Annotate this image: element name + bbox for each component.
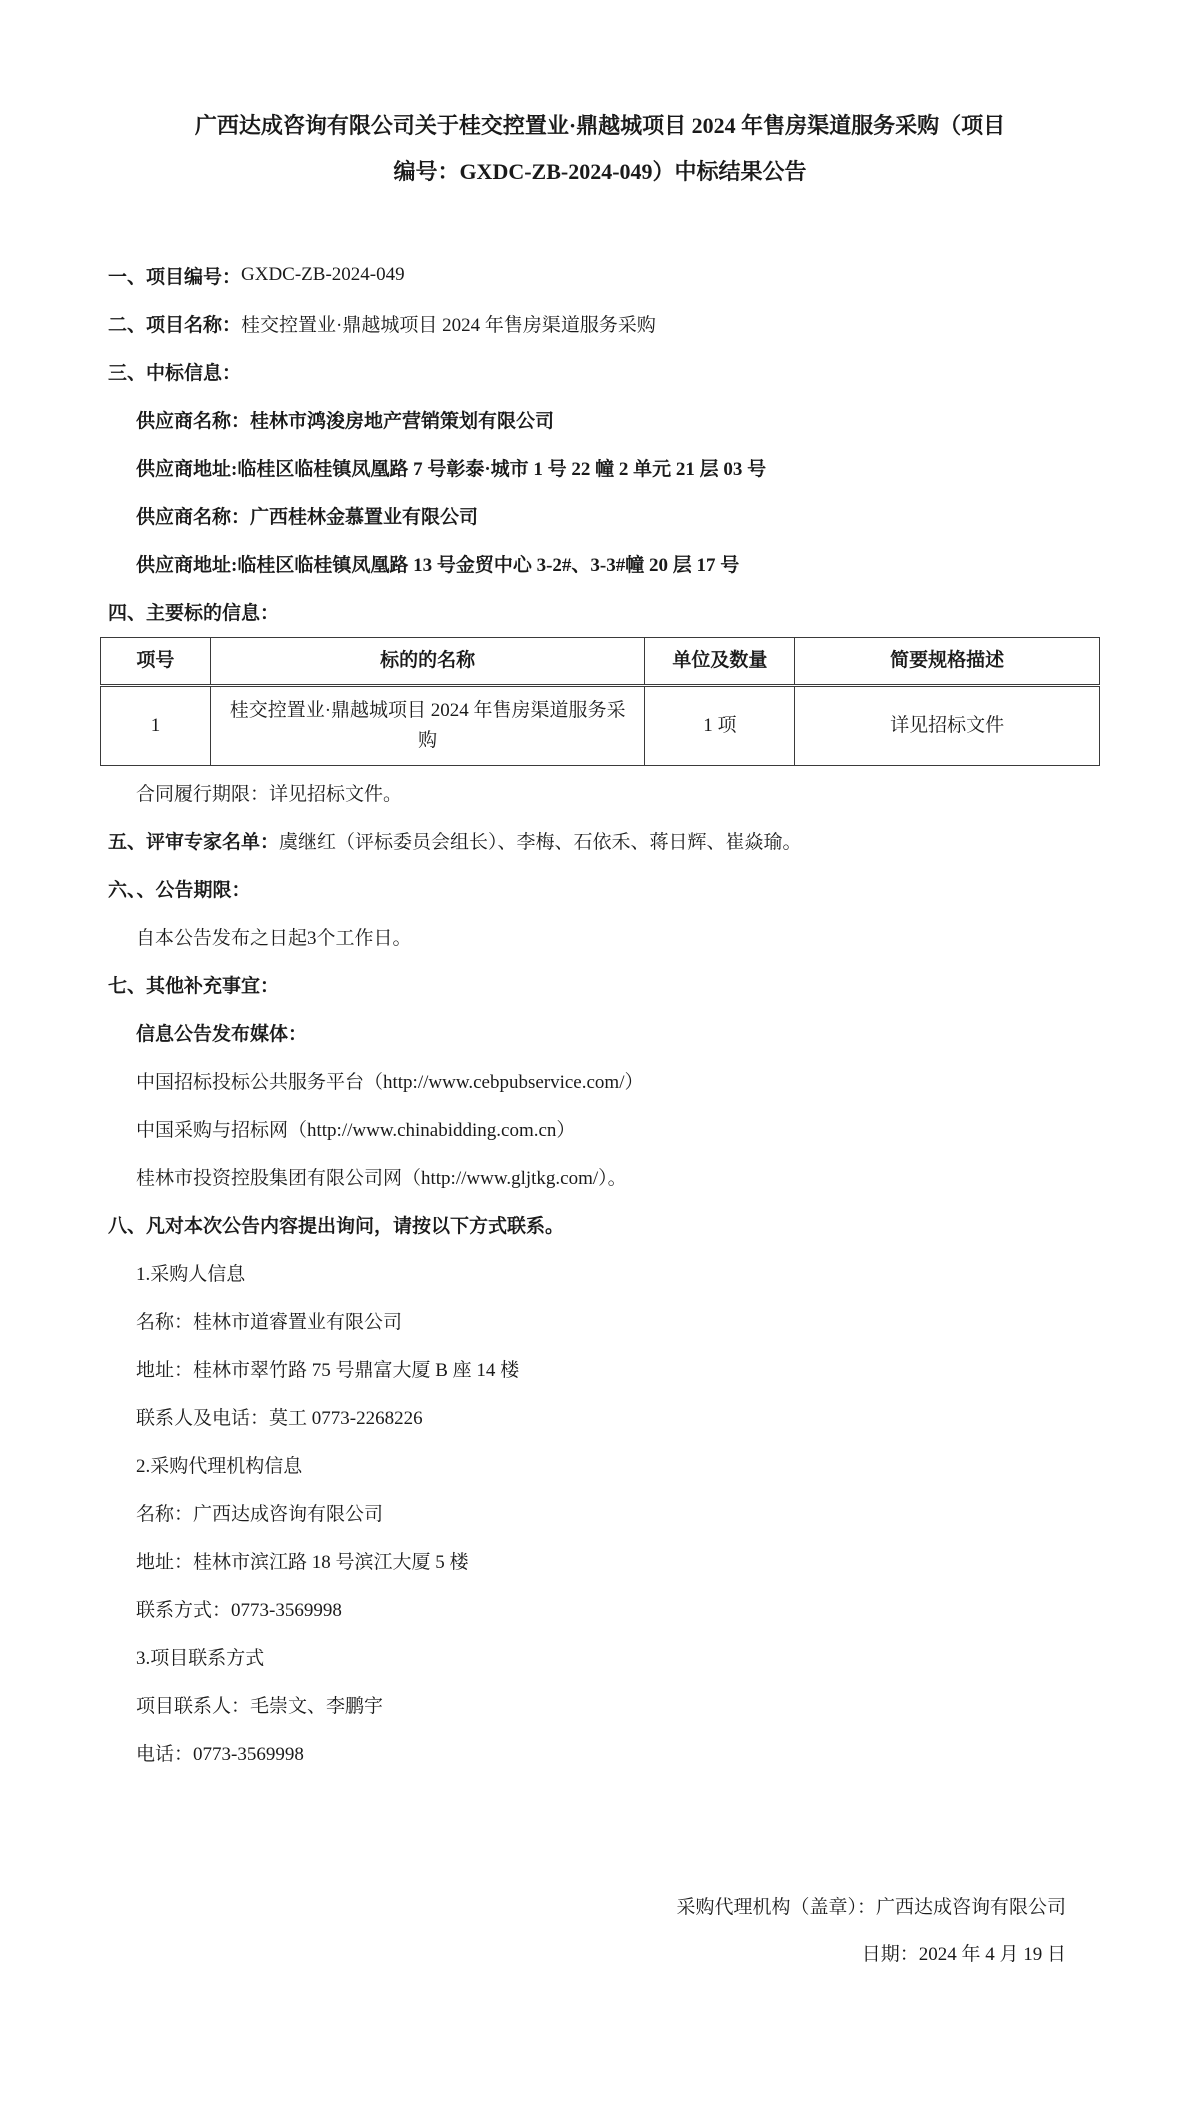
document-line	[108, 1488, 1100, 1536]
document-line	[108, 443, 1100, 491]
text-run: 七、其他补充事宜：	[108, 975, 280, 997]
table-cell: 桂交控置业·鼎越城项目 2024 年售房渠道服务采购	[210, 686, 645, 766]
document-line	[108, 1008, 1100, 1056]
text-run: 合同履行期限：详见招标文件。	[136, 783, 403, 805]
document-line	[108, 1296, 1100, 1344]
document-line	[108, 1392, 1100, 1440]
text-run: 五、评审专家名单：	[108, 831, 280, 853]
text-run: 项目联系人：毛崇文、李鹏宇	[136, 1695, 384, 1717]
text-run: 供应商地址:临桂区临桂镇凤凰路 7 号彰泰·城市 1 号 22 幢 2 单元 21 层 03 号	[136, 458, 767, 480]
text-run: 1.采购人信息	[136, 1263, 246, 1285]
table-cell: 1 项	[645, 686, 795, 766]
table-header-cell: 项号	[101, 638, 211, 686]
document-line	[108, 1104, 1100, 1152]
document-line	[108, 816, 1100, 864]
title-line-2: 编号：GXDC-ZB-2024-049）中标结果公告	[393, 159, 807, 184]
document-line	[108, 347, 1100, 395]
document-line	[108, 251, 1100, 299]
document-line	[108, 1248, 1100, 1296]
text-run: 地址：桂林市翠竹路 75 号鼎富大厦 B 座 14 楼	[136, 1359, 520, 1381]
table-header-row	[101, 638, 1100, 686]
section-lines-before-table	[108, 251, 1100, 635]
agency-signature-line: 采购代理机构（盖章）：广西达成咨询有限公司	[676, 1897, 1066, 1918]
text-run: 中国采购与招标网（http://www.chinabidding.com.cn）	[136, 1119, 576, 1141]
document-line	[108, 1152, 1100, 1200]
text-run: 桂林市投资控股集团有限公司网（http://www.gljtkg.com/）。	[136, 1167, 627, 1189]
text-run: 供应商地址:临桂区临桂镇凤凰路 13 号金贸中心 3-2#、3-3#幢 20 层 17 号	[136, 554, 740, 576]
text-run: 地址：桂林市滨江路 18 号滨江大厦 5 楼	[136, 1551, 469, 1573]
table-cell: 1	[101, 686, 211, 766]
table-header-cell: 标的的名称	[210, 638, 645, 686]
text-run: 三、中标信息：	[108, 362, 242, 384]
document-line	[108, 539, 1100, 587]
document-line	[108, 1680, 1100, 1728]
text-run: 供应商名称：广西桂林金慕置业有限公司	[136, 506, 479, 528]
subject-matter-table-body	[101, 686, 1100, 766]
text-run: 联系方式：0773-3569998	[136, 1599, 342, 1621]
section-lines-after-table	[108, 768, 1100, 1776]
title-line-1: 广西达成咨询有限公司关于桂交控置业·鼎越城项目 2024 年售房渠道服务采购（项目	[194, 113, 1006, 138]
table-cell: 详见招标文件	[795, 686, 1100, 766]
document-footer	[0, 1884, 1200, 1978]
document-line	[108, 1536, 1100, 1584]
document-title	[0, 0, 1200, 195]
document-line	[108, 864, 1100, 912]
document-line	[108, 1632, 1100, 1680]
text-run: 虞继红（评标委员会组长）、李梅、石依禾、蒋日辉、崔焱瑜。	[279, 831, 802, 853]
document-line	[108, 491, 1100, 539]
text-run: 3.项目联系方式	[136, 1647, 265, 1669]
document-line	[108, 1344, 1100, 1392]
text-run: 名称：桂林市道睿置业有限公司	[136, 1311, 403, 1333]
document-line	[108, 1584, 1100, 1632]
document-line	[108, 1728, 1100, 1776]
text-run: 2.采购代理机构信息	[136, 1455, 303, 1477]
document-body	[0, 251, 1200, 1776]
text-run: 名称：广西达成咨询有限公司	[136, 1503, 384, 1525]
document-line	[108, 1200, 1100, 1248]
document-line	[108, 395, 1100, 443]
text-run: 八、凡对本次公告内容提出询问，请按以下方式联系。	[108, 1215, 565, 1237]
text-run: 信息公告发布媒体：	[136, 1023, 308, 1045]
document-line	[108, 1440, 1100, 1488]
document-line	[108, 587, 1100, 635]
document-line	[108, 299, 1100, 347]
subject-matter-table	[100, 637, 1100, 766]
document-line	[108, 1056, 1100, 1104]
table-header-cell: 单位及数量	[645, 638, 795, 686]
date-line: 日期：2024 年 4 月 19 日	[861, 1944, 1066, 1965]
text-run: 联系人及电话：莫工 0773-2268226	[136, 1407, 423, 1429]
document-line	[108, 912, 1100, 960]
text-run: 自本公告发布之日起3个工作日。	[136, 927, 412, 949]
text-run: 中国招标投标公共服务平台（http://www.cebpubservice.com/）	[136, 1071, 644, 1093]
text-run: GXDC-ZB-2024-049	[241, 264, 405, 285]
text-run: 四、主要标的信息：	[108, 602, 280, 624]
table-row	[101, 686, 1100, 766]
text-run: 电话：0773-3569998	[136, 1743, 304, 1765]
text-run: 桂交控置业·鼎越城项目 2024 年售房渠道服务采购	[241, 314, 656, 336]
subject-matter-table-head	[101, 638, 1100, 686]
text-run: 六、、公告期限：	[108, 879, 251, 901]
text-run: 二、项目名称：	[108, 314, 242, 336]
document-line	[108, 768, 1100, 816]
text-run: 一、项目编号：	[108, 266, 242, 288]
text-run: 供应商名称：桂林市鸿浚房地产营销策划有限公司	[136, 410, 555, 432]
table-header-cell: 简要规格描述	[795, 638, 1100, 686]
document-line	[108, 960, 1100, 1008]
